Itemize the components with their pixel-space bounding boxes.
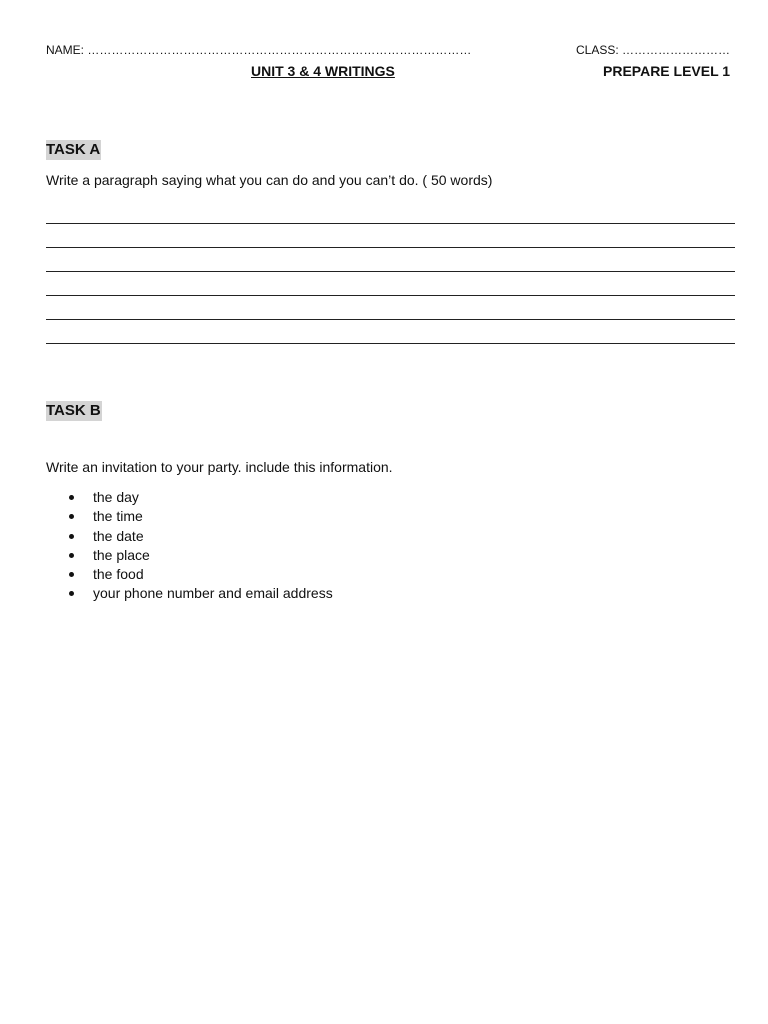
list-item-text: the food bbox=[93, 566, 144, 583]
bullet-icon bbox=[69, 514, 74, 519]
task-b-prompt: Write an invitation to your party. include this information. bbox=[46, 459, 393, 475]
class-field-label: CLASS: ……………………… bbox=[576, 43, 731, 57]
name-field-label: NAME: …………………………………………………………………………………… bbox=[46, 43, 472, 57]
answer-line bbox=[46, 224, 735, 248]
answer-lines bbox=[46, 200, 735, 344]
list-item-text: your phone number and email address bbox=[93, 585, 333, 602]
list-item bbox=[64, 488, 333, 507]
worksheet-title: UNIT 3 & 4 WRITINGS bbox=[251, 63, 395, 79]
task-a-heading: TASK A bbox=[46, 141, 101, 158]
list-item bbox=[64, 584, 333, 603]
bullet-icon bbox=[69, 534, 74, 539]
level-label: PREPARE LEVEL 1 bbox=[603, 63, 731, 79]
list-item bbox=[64, 507, 333, 526]
answer-line bbox=[46, 272, 735, 296]
answer-line bbox=[46, 320, 735, 344]
bullet-icon bbox=[69, 495, 74, 500]
list-item bbox=[64, 546, 333, 565]
list-item-text: the time bbox=[93, 508, 143, 525]
list-item bbox=[64, 527, 333, 546]
bullet-icon bbox=[69, 553, 74, 558]
invitation-info-list bbox=[64, 488, 333, 604]
task-b-heading: TASK B bbox=[46, 402, 101, 419]
answer-line bbox=[46, 248, 735, 272]
list-item-text: the date bbox=[93, 527, 144, 544]
list-item bbox=[64, 565, 333, 584]
answer-line bbox=[46, 200, 735, 224]
bullet-icon bbox=[69, 572, 74, 577]
list-item-text: the day bbox=[93, 489, 139, 505]
task-a-prompt: Write a paragraph saying what you can do and you can’t do. ( 50 words) bbox=[46, 172, 493, 188]
list-item-text: the place bbox=[93, 546, 150, 563]
answer-line bbox=[46, 296, 735, 320]
bullet-icon bbox=[69, 591, 74, 596]
